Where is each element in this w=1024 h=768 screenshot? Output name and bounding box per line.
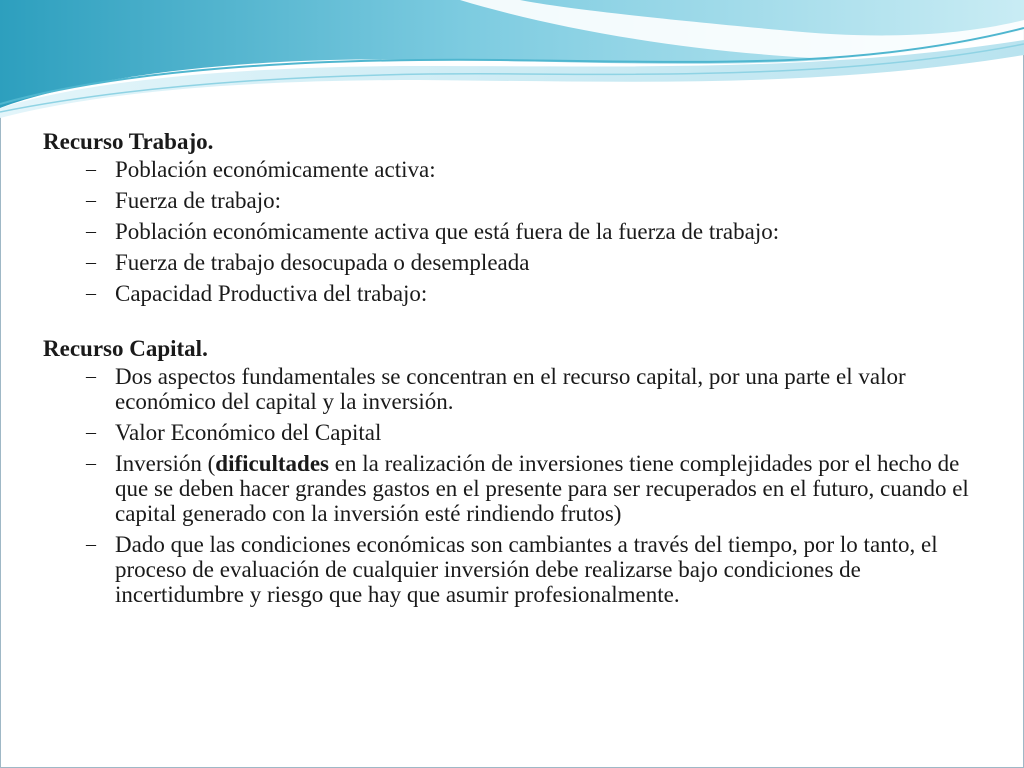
dash-bullet-icon: – bbox=[86, 533, 96, 555]
slide-content bbox=[43, 128, 973, 636]
list-item: – Población económicamente activa: bbox=[43, 157, 973, 182]
list-item: – Fuerza de trabajo: bbox=[43, 188, 973, 213]
list-item: – Fuerza de trabajo desocupada o desempleada bbox=[43, 250, 973, 275]
dash-bullet-icon: – bbox=[86, 421, 96, 443]
dash-bullet-icon: – bbox=[86, 158, 96, 180]
list-item: – Dado que las condiciones económicas son cambiantes a través del tiempo, por lo tanto, el proceso de evaluación de cualquier inversión debe realizarse bajo condiciones de incertidumbre y riesgo que hay que asumir profesionalmente. bbox=[43, 532, 973, 607]
dash-bullet-icon: – bbox=[86, 282, 96, 304]
bullet-list-trabajo bbox=[43, 157, 973, 306]
header-wave-decoration bbox=[0, 0, 1024, 120]
dash-bullet-icon: – bbox=[86, 220, 96, 242]
emphasis-dificultades: dificultades bbox=[215, 451, 330, 476]
section-title-trabajo: Recurso Trabajo. bbox=[43, 129, 214, 154]
section-title-capital: Recurso Capital. bbox=[43, 336, 208, 361]
list-item: – Capacidad Productiva del trabajo: bbox=[43, 281, 973, 306]
dash-bullet-icon: – bbox=[86, 452, 96, 474]
dash-bullet-icon: – bbox=[86, 251, 96, 273]
dash-bullet-icon: – bbox=[86, 365, 96, 387]
list-item-inversion: – Inversión (dificultades en la realización de inversiones tiene complejidades por el hecho de que se deben hacer grandes gastos en el presente para ser recuperados en el futuro, cuando el capital generado con la inversión esté rindiendo frutos) bbox=[43, 451, 973, 526]
list-item: – Dos aspectos fundamentales se concentran en el recurso capital, por una parte el valor económico del capital y la inversión. bbox=[43, 364, 973, 414]
section-recurso-capital bbox=[43, 335, 973, 607]
list-item: – Población económicamente activa que está fuera de la fuerza de trabajo: bbox=[43, 219, 973, 244]
section-recurso-trabajo bbox=[43, 128, 973, 306]
list-item: – Valor Económico del Capital bbox=[43, 420, 973, 445]
bullet-list-capital bbox=[43, 364, 973, 607]
dash-bullet-icon: – bbox=[86, 189, 96, 211]
